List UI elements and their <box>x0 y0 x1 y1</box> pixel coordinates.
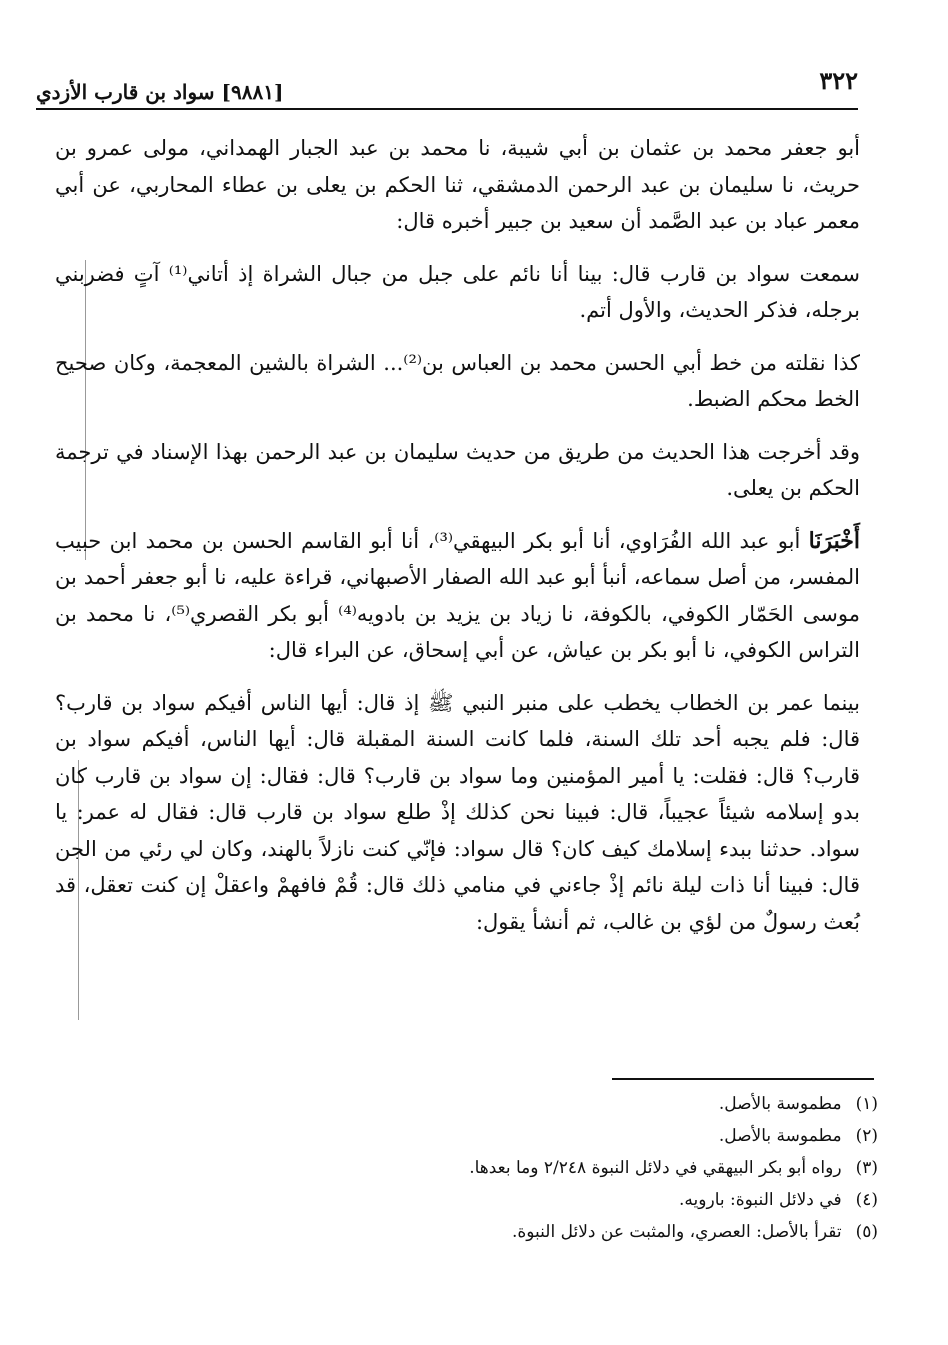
paragraph-text: وقد أخرجت هذا الحديث من طريق من حديث سليمان بن عبد الرحمن بهذا الإسناد في ترجمة الحكم بن يعلى. <box>55 439 860 500</box>
footnote-text: تقرأ بالأصل: العصري، والمثبت عن دلائل النبوة. <box>511 1222 842 1242</box>
footnote-number: (٥) <box>855 1222 878 1242</box>
footnote-text: رواه أبو بكر البيهقي في دلائل النبوة ٢/٢٤٨ وما بعدها. <box>469 1158 842 1178</box>
paragraph <box>55 256 860 329</box>
footnote-text: مطموسة بالأصل. <box>718 1094 842 1114</box>
footnote <box>318 1088 878 1120</box>
footnote <box>318 1120 878 1152</box>
page-header <box>36 58 858 110</box>
footnote-number: (٤) <box>855 1190 878 1210</box>
footnotes <box>318 1088 878 1248</box>
footnote-separator <box>612 1078 874 1080</box>
footnote-text: في دلائل النبوة: بارويه. <box>679 1190 842 1210</box>
footnote-text: مطموسة بالأصل. <box>718 1126 842 1146</box>
footnote-number: (١) <box>855 1094 878 1114</box>
paragraph-text: أبو جعفر محمد بن عثمان بن أبي شيبة، نا محمد بن عبد الجبار الهمداني، مولى عمرو بن حريث، نا سليمان بن عبد الرحمن الدمشقي، ثنا الحكم بن يعلى بن عطاء المحاربي، عن أبي معمر عباد بن عبد الصَّمد أن سعيد بن جبير أخبره قال: <box>55 136 860 233</box>
paragraph <box>55 130 860 240</box>
page-number: ٣٢٢ <box>819 66 858 95</box>
paragraph <box>55 434 860 507</box>
body-text <box>55 130 860 956</box>
paragraph-lead: أَخْبَرَنَا <box>808 527 860 554</box>
footnote <box>318 1152 878 1184</box>
footnote <box>318 1184 878 1216</box>
paragraph-text: بينما عمر بن الخطاب يخطب على منبر النبي ﷺ إذ قال: أيها الناس أفيكم سواد بن قارب؟ قال: فلم يجبه أحد تلك السنة، فلما كانت السنة المقبلة قال: أيها الناس، أفيكم سواد بن قارب؟ قال: فقلت: يا أمير المؤمنين وما سواد بن قارب؟ قال: فقال: إن سواد بن قارب كان بدو إسلامه شيئاً عجيباً، قال: فبينا نحن كذلك إذْ طلع سواد بن قارب قال: فقال له عمر: يا سواد. حدثنا ببدء إسلامك كيف كان؟ قال سواد: فإنّي كنت نازلاً بالهند، وكان لي رئي من الجن قال: فبينا أنا ذات ليلة نائم إذْ جاءني في منامي ذلك قال: قُمْ فافهمْ واعقلْ إن كنت تعقل، قد بُعث رسولٌ من لؤي بن غالب، ثم أنشأ يقول: <box>55 690 860 934</box>
paragraph <box>55 523 860 669</box>
paragraph-text: كذا نقلته من خط أبي الحسن محمد بن العباس بن⁽²⁾... الشراة بالشين المعجمة، وكان صحيح الخط محكم الضبط. <box>55 350 861 411</box>
paragraph <box>55 685 860 941</box>
paragraph-text: أبو عبد الله الفُرَاوي، أنا أبو بكر البيهقي⁽³⁾، أنا أبو القاسم الحسن بن محمد ابن حبيب المفسر، من أصل سماعه، أنبأ أبو عبد الله الصفار الأصبهاني، قراءة عليه، نا أبو جعفر أحمد بن موسى الحَمّار الكوفي، بالكوفة، نا زياد بن يزيد بن بادويه⁽⁴⁾ أبو بكر القصري⁽⁵⁾، نا محمد بن التراس الكوفي، نا أبو بكر بن عياش، عن أبي إسحاق، عن البراء قال: <box>55 528 860 662</box>
footnote-number: (٣) <box>855 1158 878 1178</box>
footnote-number: (٢) <box>855 1126 878 1146</box>
running-title: [٩٨٨١] سواد بن قارب الأزدي <box>36 80 284 104</box>
footnote <box>318 1216 878 1248</box>
paragraph-text: سمعت سواد بن قارب قال: بينا أنا نائم على جبل من جبال الشراة إذ أتاني⁽¹⁾ آتٍ فضربني برجله، فذكر الحديث، والأول أتم. <box>55 261 860 322</box>
paragraph <box>55 345 860 418</box>
